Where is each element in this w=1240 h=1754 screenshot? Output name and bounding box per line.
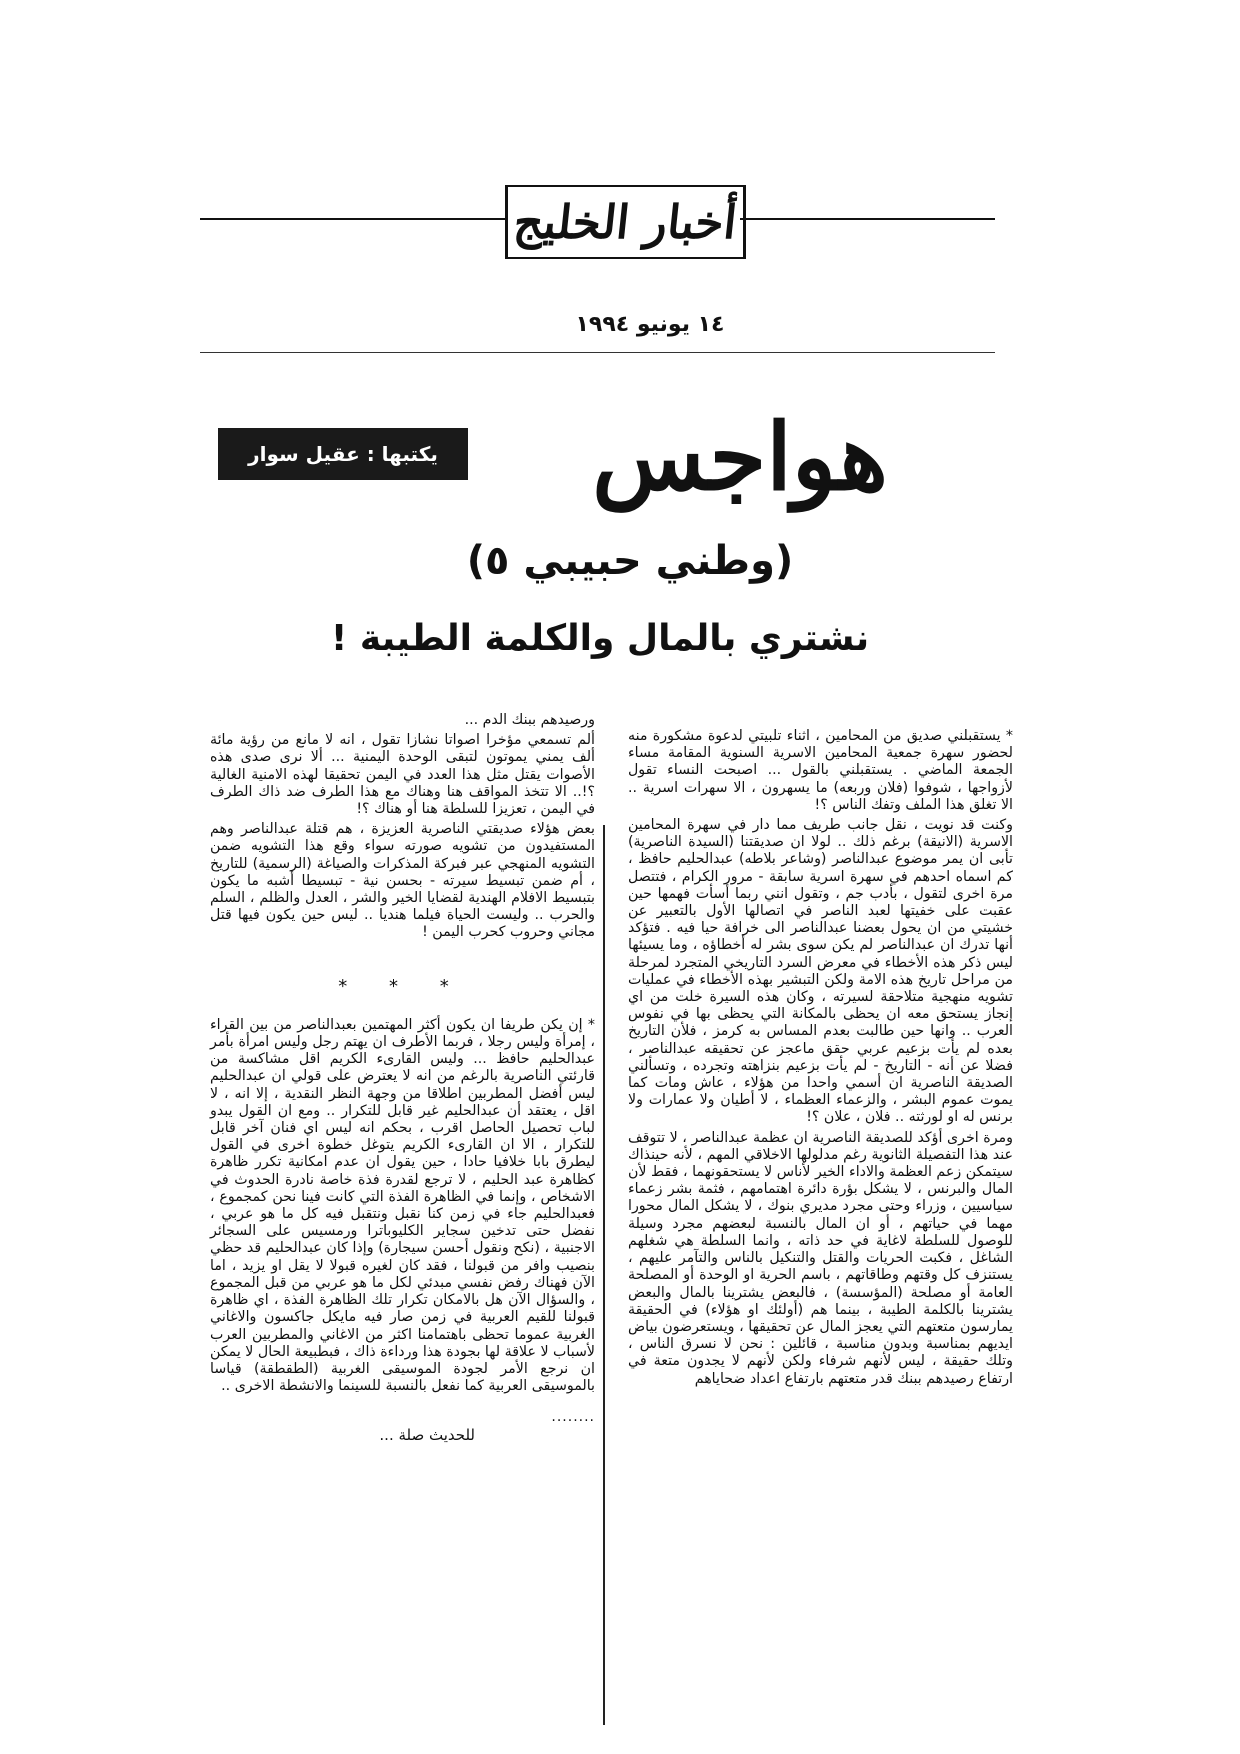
section-separator: * * * xyxy=(338,975,467,997)
masthead-rule-right xyxy=(740,218,995,220)
column-name: هواجس xyxy=(592,403,888,511)
author-byline: يكتبها : عقيل سوار xyxy=(218,428,468,480)
date-rule xyxy=(200,352,995,353)
paragraph: * يستقبلني صديق من المحامين ، اثناء تلبيتي لدعوة مشكورة منه لحضور سهرة جمعية المحامين الاسرية السنوية المقامة مساء الجمعة الماضي . يستقبلني بالقول ... اصبحت النساء تقول لأزواجها ، شوفوا (فلان وربعه) ما يسهرون ، الا سهرات اسرية .. الا تغلق هذا الملف وتفك الناس ؟! xyxy=(628,728,1013,813)
article-column-right xyxy=(628,728,1013,1391)
ellipsis: ........ xyxy=(551,1409,595,1426)
article-column-left xyxy=(210,712,595,1444)
masthead-title: أخبار الخليج xyxy=(511,195,740,249)
column-divider xyxy=(603,825,605,1725)
masthead xyxy=(505,185,746,259)
paragraph: * إن يكن طريفا ان يكون أكثر المهتمين بعبدالناصر من بين القراء ، إمرأة وليس رجلا ، فربما الأطرف ان يهتم رجل وليس امرأة بأمر عبدالحليم حافظ ... وليس القارىء الكريم اقل مشاكسة من قارئتي الناصرية بالرغم من انه لا يعترض على قولي ان عبدالحليم ليس أفضل المطربين اطلاقا من وجهة النظر النقدية ، إلا انه ، لا اقل ، يعتقد أن عبدالحليم غير قابل للتكرار .. ومع ان القول يبدو لباب تحصيل الحاصل اقرب ، بحكم انه ليس اي فنان آخر قابل للتكرار ، الا ان القارىء الكريم يتوغل خطوة اخرى في القول ليطرق بابا خلافيا حادا ، حين يقول ان عدم امكانية تكرر ظاهرة كظاهرة عبد الحليم ، لا ترجع لقدرة فذة خاصة نادرة الحدوث في الاشخاص ، وإنما في الظاهرة الفذة التي كانت فينا نحن كمجموع ، فعبدالحليم جاء في زمن كنا نقبل ونتقبل فيه كل ما هو عربي ، نفضل حتى تدخين سجاير الكليوباترا ورمسيس على السجائر الاجنبية ، (نكح ونقول أحسن سيجارة) وإذا كان عبدالحليم قد حظي بنصيب وافر من قبولنا ، فقد كان لغيره قبولا لا يقل او يزيد ، اما الآن فهناك رفض نفسي مبدئي لكل ما هو عربي من قبل المجموع ، والسؤال الآن هل بالامكان تكرار تلك الظاهرة الفذة ، اي ظاهرة قبولنا للقيم العربية في زمن صار فيه مايكل جاكسون والاغاني الغربية عموما تحظى باهتمامنا اكثر من الاغاني والمطربين العرب لأسباب لا علاقة لها بجودة هذا ورداءة ذاك ، فبطبيعة الحال لا يمكن ان نرجع الأمر لجودة الموسيقى الغربية (الطقطقة) قياسا بالموسيقى العربية كما نفعل بالنسبة للسينما والانشطة الاخرى .. xyxy=(210,1016,595,1395)
paragraph: وكنت قد نويت ، نقل جانب طريف مما دار في سهرة المحامين الاسرية (الانيقة) برغم ذلك .. لولا ان صديقتنا (السيدة الناصرية) تأبى ان يمر موضوع عبدالناصر (وشاعر بلاطه) عبدالحليم حافظ ، كم اسماه احدهم في سهرة اسرية سابقة - مرور الكرام ، فتتصل مرة اخرى لتقول ، بأدب جم ، وتقول انني ربما أسأت فهمها حين عقبت على خفيتها لعبد الناصر في اتصالها الأول بالتعبير عن خشيتي من ان يحول بعضنا عبدالناصر الى خرافة حيا فيه . فتؤكد أنها تدرك ان عبدالناصر لم يكن سوى بشر له أخطاؤه ، وما يسيئها ليس ذكر هذه الأخطاء في معرض السرد التاريخي المتجرد لمرحلة من مراحل تاريخ هذه الامة ولكن التبشير بهذه الأخطاء في عمليات تشويه منهجية متلاحقة لسيرته ، وكان هذه السيرة خلت من اي إنجاز يستحق معه ان يحظى بالمكانة التي يحظى بها في نفوس العرب .. وانها حين طالبت بعدم المساس به كرمز ، فلأن التاريخ بعده لم يأت بزعيم عربي حقق ماعجز عن تحقيقه عبدالناصر ، فضلا عن أنه - التاريخ - لم يأت بزعيم بنزاهته وتجرده ، وتسألني الصديقة الناصرية ان أسمي واحدا من هؤلاء ، عاش ومات كما يموت عموم البشر ، والزعماء العظماء ، لا أطيان ولا عمارات ولا برنس له او لورثته .. فلان ، علان ؟! xyxy=(628,817,1013,1126)
paragraph: بعض هؤلاء صديقتي الناصرية العزيزة ، هم قتلة عبدالناصر وهم المستفيدون من تشويه صورته سواء وقع هذا التشويه ضمن التشويه المنهجي عبر فبركة المذكرات والصياغة (الرسمية) للتاريخ ، أم ضمن تبسيط سيرته - بحسن نية - تبسيطا أشبه ما يكون بتبسيط الافلام الهندية لقضايا الخير والشر ، العدل والظلم ، السلم والحرب .. وليست الحياة فيلما هنديا .. ليس حين يكون فيها قتل مجاني وحروب كحرب اليمن ! xyxy=(210,821,595,941)
series-title: (وطني حبيبي ٥) xyxy=(466,538,794,584)
paragraph: ألم تسمعي مؤخرا اصواتا نشازا تقول ، انه لا مانع من رؤية مائة ألف يمني يموتون لتبقى الوحدة اليمنية ... ألا نرى صدى هذه الأصوات يقتل مثل هذا العدد في اليمن تحقيقا لهذه الامنية الغالية ؟!.. الا تتخذ المواقف هنا وهناك مع هذا الطرف ضد ذاك الطرف في اليمن ، تعزيزا للسلطة هنا أو هناك ؟! xyxy=(210,732,595,818)
publication-date: ١٤ يونيو ١٩٩٤ xyxy=(575,312,725,337)
paragraph: ومرة اخرى أؤكد للصديقة الناصرية ان عظمة عبدالناصر ، لا تتوقف عند هذا التفصيلة الثانوية رغم مدلولها الاخلاقي المهم ، لأنه حينذاك سيتمكن زعم العظمة والاداء الخير لأناس لا يستحقونهما ، فقط لأن المال والبرنس ، لا يشكل بؤرة دائرة اهتمامهم ، فثمة بشر زعماء سياسيين ، وزراء وحتى مجرد مديري بنوك ، لا يشكل المال محورا مهما في حياتهم ، أو ان المال بالنسبة لبعضهم مجرد وسيلة للوصول للسلطة لاغاية في حد ذاته ، وانما السلطة هي شغلهم الشاغل ، فكبت الحريات والقتل والتنكيل بالناس والتآمر عليهم ، يستنزف كل وقتهم وطاقاتهم ، باسم الحرية او الوحدة أو المصلحة العامة أو مصلحة (المؤسسة) ، فالبعض يشترينا بالمال والبعض يشترينا بالكلمة الطيبة ، بينما هم (أولئك او هؤلاء) في الحقيقة يمارسون متعتهم التي يعجز المال عن تحقيقها ، ويستعرضون بياض ايديهم بمناسبة وبدون مناسبة ، قائلين : نحن لا نسرق الناس ، وتلك حقيقة ، ليس لأنهم شرفاء ولكن لأنهم لا يجدون متعة في ارتفاع رصيدهم ببنك قدر متعتهم بارتفاع اعداد ضحاياهم xyxy=(628,1129,1013,1387)
paragraph: ورصيدهم ببنك الدم ... xyxy=(464,712,595,728)
article-headline: نشتري بالمال والكلمة الطيبة ! xyxy=(330,618,870,659)
continued-note: للحديث صلة ... xyxy=(379,1425,475,1444)
masthead-rule-left xyxy=(200,218,505,220)
